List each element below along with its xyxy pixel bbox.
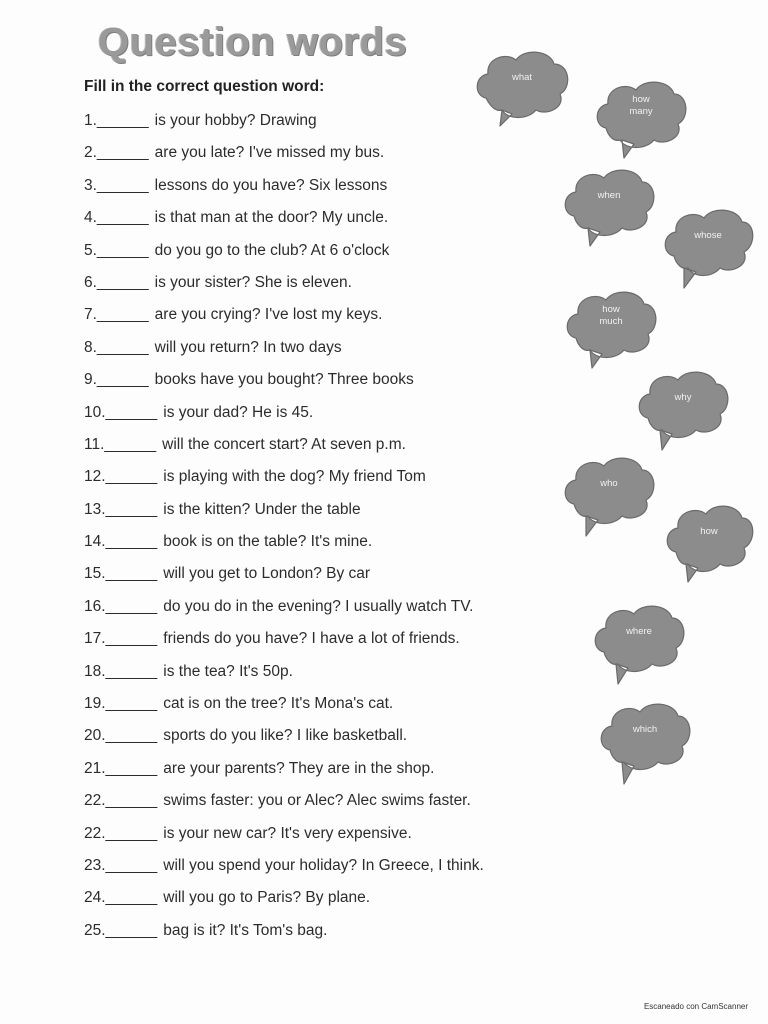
answer-blank: 1.______ bbox=[84, 112, 149, 129]
question-text: will you go to Paris? By plane. bbox=[163, 889, 371, 907]
answer-blank: 12.______ bbox=[84, 468, 158, 486]
question-text: will you spend your holiday? In Greece, I think. bbox=[163, 856, 484, 874]
cloud-shape-icon bbox=[562, 288, 660, 370]
cloud-shape-icon bbox=[596, 698, 694, 786]
question-item bbox=[84, 109, 484, 141]
question-text: is that man at the door? My uncle. bbox=[154, 209, 389, 227]
question-item bbox=[84, 627, 484, 659]
answer-blank: 9.______ bbox=[84, 371, 149, 389]
cloud-label: how bbox=[700, 526, 718, 537]
answer-blank: 4.______ bbox=[84, 209, 149, 227]
question-item bbox=[84, 530, 484, 562]
question-text: will you get to London? By car bbox=[163, 565, 371, 583]
question-text: sports do you like? I like basketball. bbox=[163, 727, 408, 745]
question-text: is your hobby? Drawing bbox=[154, 112, 317, 129]
question-item bbox=[84, 789, 484, 821]
worksheet-instruction: Fill in the correct question word: bbox=[84, 78, 325, 95]
cloud-label: who bbox=[600, 478, 618, 489]
question-item bbox=[84, 141, 484, 173]
answer-blank: 16.______ bbox=[84, 597, 158, 615]
question-text: are you crying? I've lost my keys. bbox=[154, 306, 383, 324]
cloud-shape-icon bbox=[590, 600, 688, 686]
cloud-label: what bbox=[511, 72, 533, 83]
cloud-shape-icon bbox=[560, 164, 658, 248]
cloud-shape-icon bbox=[660, 204, 756, 290]
answer-blank: 24.______ bbox=[84, 889, 158, 907]
question-item bbox=[84, 433, 484, 465]
question-item bbox=[84, 822, 484, 854]
cloud-what bbox=[472, 46, 572, 130]
question-text: lessons do you have? Six lessons bbox=[154, 176, 388, 194]
answer-blank: 19.______ bbox=[84, 695, 158, 713]
cloud-label: why bbox=[674, 392, 692, 403]
scanner-footer: Escaneado con CamScanner bbox=[643, 1002, 748, 1011]
question-item bbox=[84, 724, 484, 756]
question-item bbox=[84, 562, 484, 594]
cloud-shape-icon bbox=[472, 46, 572, 130]
question-list bbox=[84, 109, 484, 951]
answer-blank: 8.______ bbox=[84, 338, 149, 356]
question-item bbox=[84, 757, 484, 789]
answer-blank: 11.______ bbox=[84, 435, 157, 453]
question-item bbox=[84, 595, 484, 627]
answer-blank: 21.______ bbox=[84, 759, 158, 777]
question-item bbox=[84, 336, 484, 368]
answer-blank: 5.______ bbox=[84, 241, 149, 259]
question-text: bag is it? It's Tom's bag. bbox=[163, 921, 328, 939]
question-text: is playing with the dog? My friend Tom bbox=[163, 468, 426, 486]
question-text: are your parents? They are in the shop. bbox=[163, 759, 435, 777]
question-text: are you late? I've missed my bus. bbox=[154, 144, 385, 162]
cloud-label: how much bbox=[599, 304, 623, 327]
question-item bbox=[84, 692, 484, 724]
cloud-label: which bbox=[632, 724, 658, 735]
question-text: do you go to the club? At 6 o'clock bbox=[154, 241, 390, 259]
cloud-shape-icon bbox=[560, 452, 658, 538]
answer-blank: 18.______ bbox=[84, 662, 158, 680]
question-item bbox=[84, 174, 484, 206]
question-item bbox=[84, 368, 484, 400]
question-item bbox=[84, 206, 484, 238]
question-text: is your new car? It's very expensive. bbox=[163, 824, 412, 842]
cloud-where bbox=[590, 600, 688, 686]
question-text: do you do in the evening? I usually watch TV. bbox=[163, 597, 474, 615]
answer-blank: 23.______ bbox=[84, 856, 158, 874]
cloud-which bbox=[596, 698, 694, 786]
cloud-how bbox=[662, 500, 756, 584]
answer-blank: 13.______ bbox=[84, 500, 158, 518]
question-text: is the kitten? Under the table bbox=[163, 500, 361, 518]
question-item bbox=[84, 498, 484, 530]
question-text: friends do you have? I have a lot of friends. bbox=[163, 630, 460, 648]
cloud-shape-icon bbox=[634, 366, 732, 452]
question-item bbox=[84, 854, 484, 886]
answer-blank: 17.______ bbox=[84, 630, 158, 648]
cloud-label: when bbox=[597, 190, 621, 201]
question-text: will you return? In two days bbox=[154, 338, 342, 356]
question-item bbox=[84, 465, 484, 497]
question-item bbox=[84, 239, 484, 271]
answer-blank: 20.______ bbox=[84, 727, 158, 745]
question-text: swims faster: you or Alec? Alec swims faster. bbox=[163, 792, 471, 810]
question-text: book is on the table? It's mine. bbox=[163, 533, 373, 551]
worksheet-title: Question words bbox=[98, 20, 408, 64]
cloud-how-many bbox=[592, 78, 690, 160]
answer-blank: 7.______ bbox=[84, 306, 149, 324]
cloud-when bbox=[560, 164, 658, 248]
cloud-why bbox=[634, 366, 732, 452]
answer-blank: 14.______ bbox=[84, 533, 158, 551]
question-item bbox=[84, 271, 484, 303]
question-text: books have you bought? Three books bbox=[154, 371, 414, 389]
cloud-who bbox=[560, 452, 658, 538]
answer-blank: 3.______ bbox=[84, 176, 149, 194]
cloud-label: how many bbox=[629, 94, 653, 117]
answer-blank: 25.______ bbox=[84, 921, 158, 939]
answer-blank: 15.______ bbox=[84, 565, 158, 583]
answer-blank: 22.______ bbox=[84, 792, 158, 810]
cloud-shape-icon bbox=[592, 78, 690, 160]
question-item bbox=[84, 886, 484, 918]
cloud-label: whose bbox=[694, 230, 722, 241]
answer-blank: 6.______ bbox=[84, 273, 149, 291]
question-text: is your sister? She is eleven. bbox=[154, 273, 352, 291]
question-text: is the tea? It's 50p. bbox=[163, 662, 293, 680]
cloud-shape-icon bbox=[662, 500, 756, 584]
question-text: cat is on the tree? It's Mona's cat. bbox=[163, 695, 394, 713]
cloud-label: where bbox=[626, 626, 652, 637]
answer-blank: 2.______ bbox=[84, 144, 149, 162]
question-item bbox=[84, 660, 484, 692]
cloud-whose bbox=[660, 204, 756, 290]
question-text: will the concert start? At seven p.m. bbox=[162, 435, 406, 453]
cloud-how-much bbox=[562, 288, 660, 370]
answer-blank: 10.______ bbox=[84, 403, 158, 421]
answer-blank: 22.______ bbox=[84, 824, 158, 842]
question-item bbox=[84, 919, 484, 951]
question-item bbox=[84, 303, 484, 335]
question-item bbox=[84, 401, 484, 433]
question-text: is your dad? He is 45. bbox=[163, 403, 314, 421]
